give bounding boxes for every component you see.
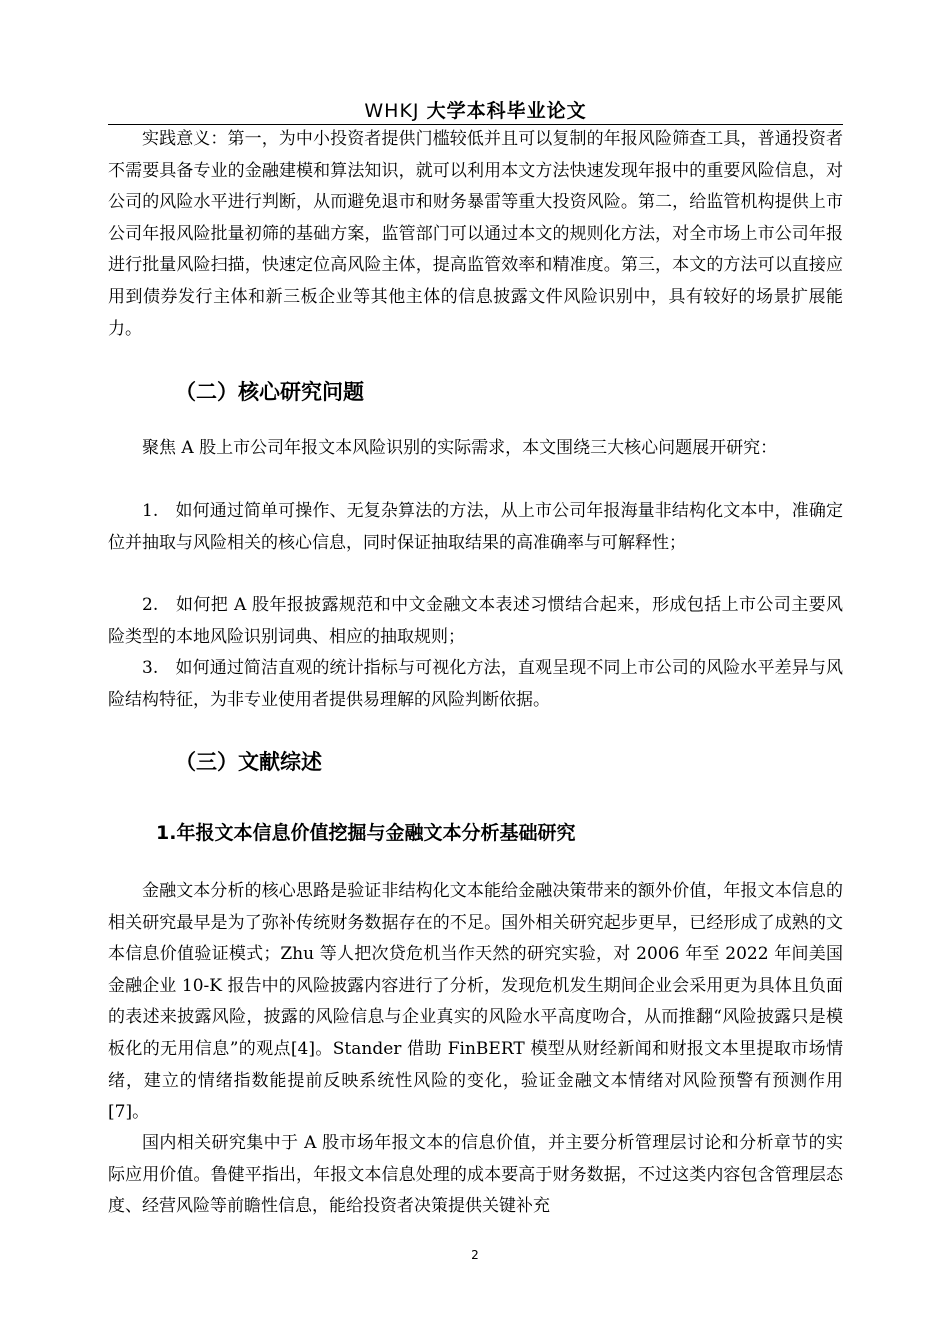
subsection-heading-annual-report-text: 1.年报文本信息价值挖掘与金融文本分析基础研究 <box>156 822 576 844</box>
literature-paragraph-1: 金融文本分析的核心思路是验证非结构化文本能给金融决策带来的额外价值，年报文本信息的相关研究最早是为了弥补传统财务数据存在的不足。国外相关研究起步更早，已经形成了成熟的文本信息价值验证模式；Zhu 等人把次贷危机当作天然的研究实验，对 2006 年至 2022 年间美国金融企业 10-K 报告中的风险披露内容进行了分析，发现危机发生期间企业会采用更为具体且负面的表述来披露风险，披露的风险信息与企业真实的风险水平高度吻合，从而推翻“风险披露只是模板化的无用信息”的观点[4]。Stander 借助 FinBERT 模型从财经新闻和财报文本里提取市场情绪，建立的情绪指数能提前反映系统性风险的变化，验证金融文本情绪对风险预警有预测作用[7]。 <box>108 881 843 1123</box>
section-heading-core-questions: （二）核心研究问题 <box>175 380 364 404</box>
question-2-item: 2. 如何把 A 股年报披露规范和中文金融文本表述习惯结合起来，形成包括上市公司主要风险类型的本地风险识别词典、相应的抽取规则； <box>108 595 843 647</box>
section-heading-literature-review: （三）文献综述 <box>175 750 322 774</box>
literature-paragraph-2: 国内相关研究集中于 A 股市场年报文本的信息价值，并主要分析管理层讨论和分析章节的实际应用价值。鲁健平指出，年报文本信息处理的成本要高于财务数据，不过这类内容包含管理层态度、经营风险等前瞻性信息，能给投资者决策提供关键补充 <box>108 1133 843 1217</box>
focus-paragraph: 聚焦 A 股上市公司年报文本风险识别的实际需求，本文围绕三大核心问题展开研究： <box>142 438 778 458</box>
practical-significance-paragraph: 实践意义：第一，为中小投资者提供门槛较低并且可以复制的年报风险筛查工具，普通投资者不需要具备专业的金融建模和算法知识，就可以利用本文方法快速发现年报中的重要风险信息，对公司的风险水平进行判断，从而避免退市和财务暴雷等重大投资风险。第二，给监管机构提供上市公司年报风险批量初筛的基础方案，监管部门可以通过本文的规则化方法，对全市场上市公司年报进行批量风险扫描，快速定位高风险主体，提高监管效率和精准度。第三，本文的方法可以直接应用到债券发行主体和新三板企业等其他主体的信息披露文件风险识别中，具有较好的场景扩展能力。 <box>108 129 843 339</box>
page-header <box>108 96 843 125</box>
question-3-item: 3. 如何通过简洁直观的统计指标与可视化方法，直观呈现不同上市公司的风险水平差异与风险结构特征，为非专业使用者提供易理解的风险判断依据。 <box>108 658 843 710</box>
question-1-item: 1. 如何通过简单可操作、无复杂算法的方法，从上市公司年报海量非结构化文本中，准确定位并抽取与风险相关的核心信息，同时保证抽取结果的高准确率与可解释性； <box>108 501 843 553</box>
page-number: 2 <box>471 1248 479 1262</box>
header-title: 大学本科毕业论文 <box>426 100 587 122</box>
header-code: WHKJ <box>364 100 420 122</box>
